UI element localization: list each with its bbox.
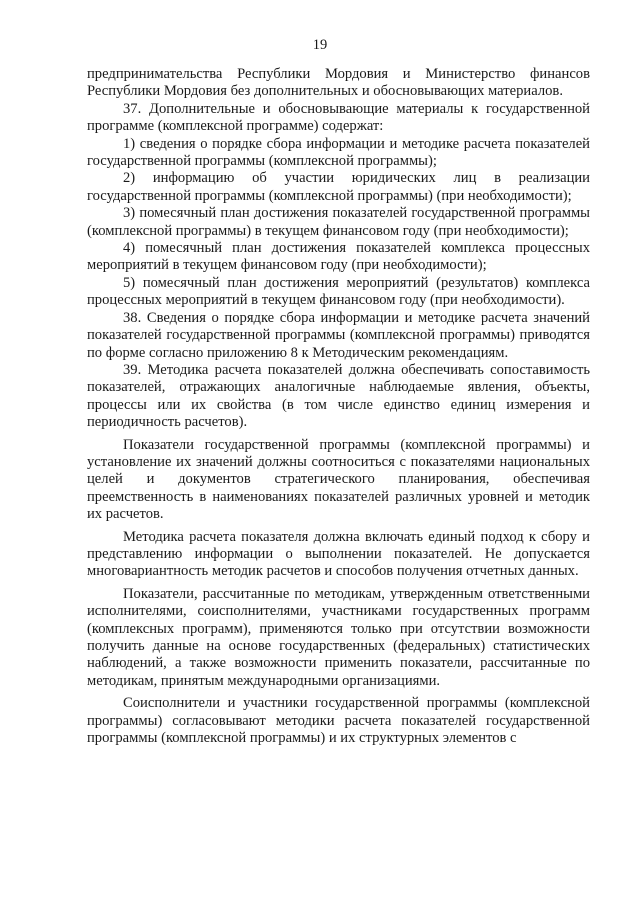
list-item-4: 4) помесячный план достижения показателей комплекса процессных мероприятий в текущем финансовом году (при необходимости); [87, 240, 590, 274]
list-item-3: 3) помесячный план достижения показателей государственной программы (комплексной программы) в текущем финансовом году (при необходимости); [87, 205, 590, 239]
paragraph-co-executors: Соисполнители и участники государственной программы (комплексной программы) согласовывают методики расчета показателей государственной программы (комплексной программы) и их структурных элементов с [87, 695, 590, 747]
document-body [87, 66, 590, 747]
paragraph-item-38: 38. Сведения о порядке сбора информации и методике расчета значений показателей государственной программы (комплексной программы) приводятся по форме согласно приложению 8 к Методическим рекомендациям. [87, 309, 590, 361]
paragraph-item-37: 37. Дополнительные и обосновывающие материалы к государственной программе (комплексной программе) содержат: [87, 100, 590, 135]
paragraph-indicators-methods: Показатели, рассчитанные по методикам, утвержденным ответственными исполнителями, соисполнителями, участниками государственных программ (комплексных программ), применяются только при отсутствии возможности получить данные на основе государственных (федеральных) статистических наблюдений, а также возможности применить показатели, рассчитанные по методикам, принятым международными организациями. [87, 585, 590, 689]
paragraph-method-unified-approach: Методика расчета показателя должна включать единый подход к сбору и представлению информации о выполнении показателей. Не допускается многовариантность методик расчетов и способов получения отчетных данных. [87, 528, 590, 580]
list-item-1: 1) сведения о порядке сбора информации и методике расчета показателей государственной программы (комплексной программы); [87, 135, 590, 170]
paragraph-continuation: предпринимательства Республики Мордовия и Министерство финансов Республики Мордовия без дополнительных и обосновывающих материалов. [87, 66, 590, 100]
paragraph-indicators-alignment: Показатели государственной программы (комплексной программы) и установление их значений должны соотноситься с показателями национальных целей и документов стратегического планирования, обеспечивая преемственность в наименованиях показателей различных уровней и методик их расчетов. [87, 436, 590, 523]
list-item-5: 5) помесячный план достижения мероприятий (результатов) комплекса процессных мероприятий в текущем финансовом году (при необходимости). [87, 274, 590, 309]
paragraph-item-39: 39. Методика расчета показателей должна обеспечивать сопоставимость показателей, отражающих аналогичные наблюдаемые явления, объекты, процессы или их свойства (в том числе единство единиц измерения и периодичность расчетов). [87, 361, 590, 431]
page-number: 19 [312, 37, 328, 53]
list-item-2: 2) информацию об участии юридических лиц в реализации государственной программы (комплексной программы) (при необходимости); [87, 170, 590, 204]
